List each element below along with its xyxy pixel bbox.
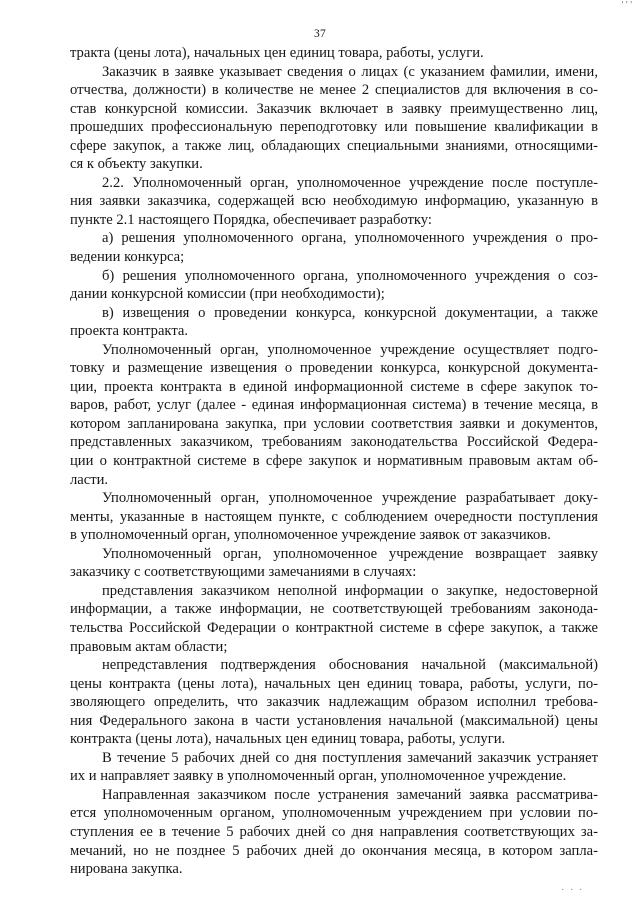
text-line: а) решения уполномоченного органа, уполномоченного учреждения о про-: [102, 230, 598, 247]
text-line: ния заявки заказчика, содержащей всю необходимую информацию, указанную в: [70, 193, 598, 210]
text-line: товку и размещение извещения о проведении конкурса, конкурсной документа-: [70, 360, 598, 377]
text-line: тракта (цены лота), начальных цен единиц товара, работы, услуги.: [70, 45, 484, 61]
corner-mark-top: ' ' ': [621, 0, 632, 11]
text-line: мечаний, но не позднее 5 рабочих дней до окончания месяца, в котором запла-: [70, 842, 598, 859]
text-line: контракта (цены лота), начальных цен единиц товара, работы, услуги.: [70, 731, 506, 748]
document-body: [70, 44, 598, 879]
text-line: Уполномоченный орган, уполномоченное учреждение осуществляет подго-: [102, 341, 598, 358]
text-line: пункте 2.1 настоящего Порядка, обеспечивает разработку:: [70, 211, 432, 228]
text-line: Заказчик в заявке указывает сведения о лицах (с указанием фамилии, имени,: [102, 63, 598, 80]
text-line: Направленная заказчиком после устранения замечаний заявка рассматрива-: [102, 786, 598, 803]
text-line: информации, а также информации, не соответствующей требованиям законода-: [70, 601, 598, 618]
text-line: Уполномоченный орган, уполномоченное учреждение разрабатывает доку-: [102, 490, 598, 507]
text-line: Уполномоченный орган, уполномоченное учреждение возвращает заявку: [102, 545, 598, 562]
text-line: ласти.: [70, 471, 109, 488]
text-line: став конкурсной комиссии. Заказчик включает в заявку преимущественно лиц,: [70, 100, 598, 117]
text-line: В течение 5 рабочих дней со дня поступления замечаний заказчик устраняет: [102, 749, 598, 766]
text-line: заказчику с соответствующими замечаниями в случаях:: [70, 564, 417, 581]
text-line: ется уполномоченным органом, уполномоченным учреждением при условии по-: [70, 805, 598, 822]
text-line: отчества, должности) в количестве не менее 2 специалистов для включения в со-: [70, 82, 598, 99]
text-line: менты, указанные в настоящем пункте, с соблюдением очередности поступления: [70, 508, 598, 525]
text-line: ся к объекту закупки.: [70, 156, 203, 173]
text-line: котором запланирована закупка, при условии соответствия заявки и документов,: [70, 415, 598, 432]
text-line: в) извещения о проведении конкурса, конкурсной документации, а также: [102, 304, 598, 321]
text-line: б) решения уполномоченного органа, уполномоченного учреждения о соз-: [102, 267, 598, 284]
text-line: ступления ее в течение 5 рабочих дней со дня направления соответствующих за-: [70, 823, 598, 840]
text-line: цены контракта (цены лота), начальных цен единиц товара, работы, услуги, по-: [70, 675, 598, 692]
text-line: проекта контракта.: [70, 323, 189, 340]
text-line: ния Федерального закона в части установления начальной (максимальной) цены: [70, 712, 598, 729]
text-line: прошедших профессиональную переподготовку или повышение квалификации в: [70, 119, 598, 136]
text-line: тельства Российской Федерации о контрактной системе в сфере закупок, а также: [70, 619, 598, 636]
text-line: правовым актам области;: [70, 638, 228, 655]
text-line: варов, работ, услуг (далее - единая информационная система) в течение месяца, в: [70, 397, 598, 414]
text-line: дании конкурсной комиссии (при необходимости);: [70, 286, 385, 303]
corner-mark-bottom: . . .: [561, 882, 584, 893]
text-line: ведении конкурса;: [70, 249, 185, 266]
text-line: 2.2. Уполномоченный орган, уполномоченное учреждение после поступле-: [102, 174, 598, 191]
text-line: зволяющего определить, что заказчик надлежащим образом исполнил требова-: [70, 694, 598, 711]
text-line: ции о контрактной системе в сфере закупок и нормативным правовым актам об-: [70, 453, 598, 470]
text-line: представления заказчиком неполной информации о закупке, недостоверной: [102, 582, 598, 599]
page-number: 37: [313, 28, 327, 40]
text-line: представленных заказчиком, требованиям законодательства Российской Федера-: [70, 434, 598, 451]
text-line: непредставления подтверждения обоснования начальной (максимальной): [102, 657, 598, 674]
text-line: сфере закупок, а также лиц, обладающих специальными знаниями, относящими-: [70, 137, 598, 154]
text-line: в уполномоченный орган, уполномоченное учреждение заявок от заказчиков.: [70, 527, 551, 544]
text-line: их и направляет заявку в уполномоченный орган, уполномоченное учреждение.: [70, 768, 567, 785]
text-line: нирована закупка.: [70, 861, 183, 878]
text-line: ции, проекта контракта в единой информационной системе в сфере закупок то-: [70, 378, 598, 395]
